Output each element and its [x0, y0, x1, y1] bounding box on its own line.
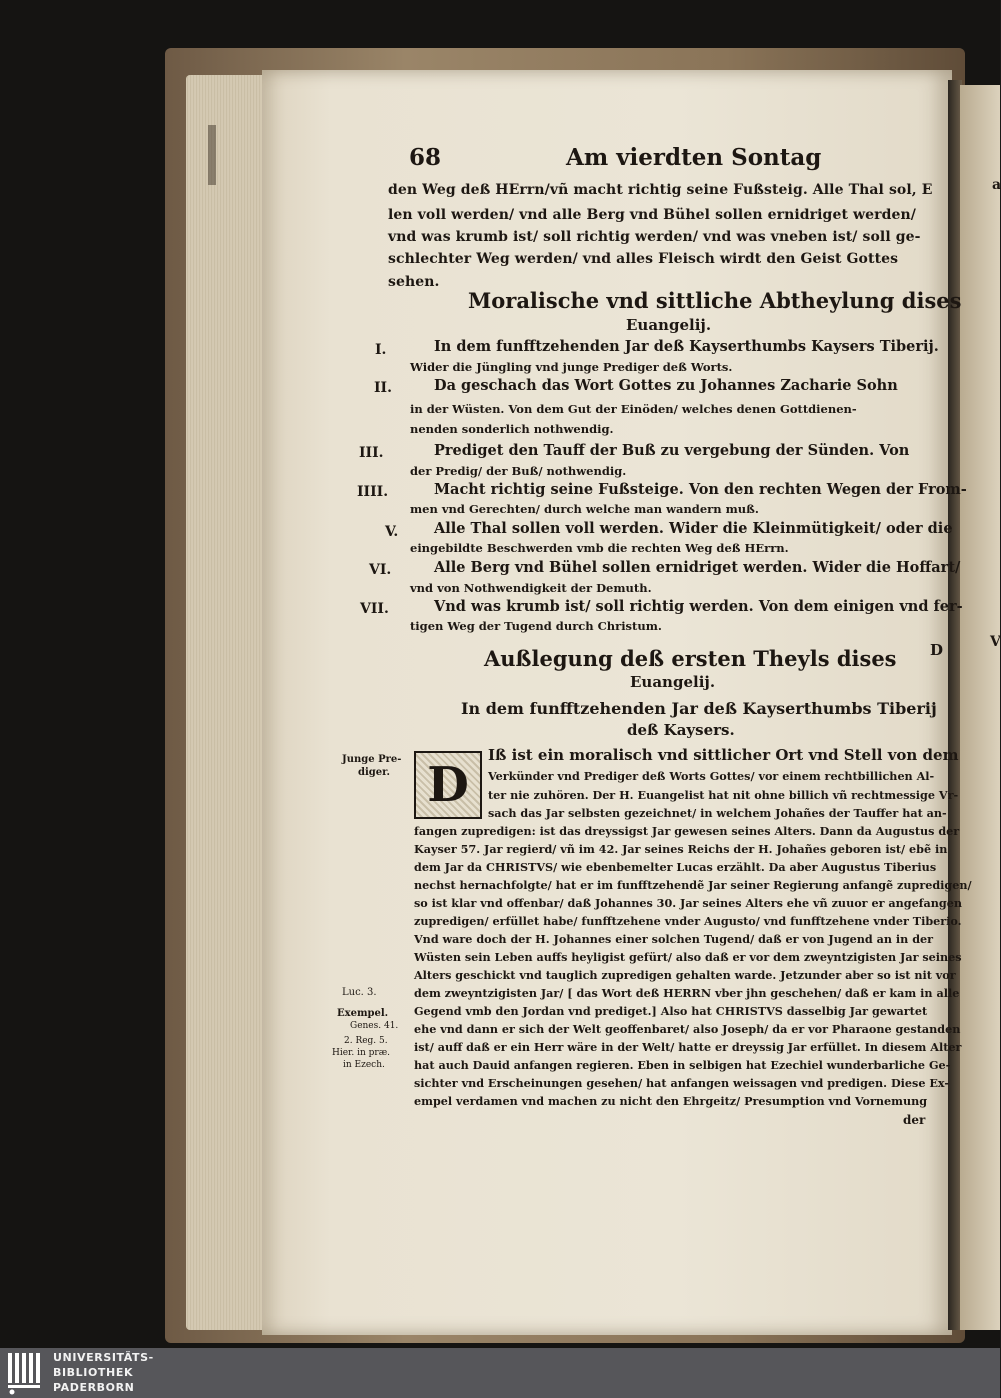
facing-page-fragment: a	[992, 177, 1001, 193]
running-head: Am vierdten Sontag	[566, 144, 822, 171]
marginal-note: Hier. in præ.	[332, 1048, 391, 1058]
marginal-note: Genes. 41.	[350, 1021, 399, 1031]
entry-text: Macht richtig seine Fußsteige. Von den rechten Wegen der From-	[434, 481, 967, 498]
marginal-note: Luc. 3.	[342, 987, 377, 998]
paragraph-line: dem zweyntzigisten Jar/ [ das Wort deß HERRN vber jhn geschehen/ daß er kam in alle	[414, 986, 960, 1000]
paragraph-line: Gegend vmb den Jordan vnd prediget.] Also hat CHRISTVS dasselbig Jar gewartet	[414, 1004, 928, 1018]
library-logo-icon	[6, 1351, 46, 1395]
entry-gloss: vnd von Nothwendigkeit der Demuth.	[410, 581, 652, 595]
decorated-initial: D	[414, 751, 482, 819]
marginal-note: in Ezech.	[343, 1060, 385, 1070]
entry-number: VII.	[360, 601, 389, 617]
marginal-note: 2. Reg. 5.	[344, 1036, 388, 1046]
paragraph-line: dem Jar da CHRISTVS/ wie ebenbemelter Lucas erzählt. Da aber Augustus Tiberius	[414, 860, 937, 874]
body-line: vnd was krumb ist/ soll richtig werden/ vnd was vneben ist/ soll ge-	[388, 229, 921, 245]
bookmark-tab	[208, 125, 216, 185]
entry-text: Alle Thal sollen voll werden. Wider die Kleinmütigkeit/ oder die	[434, 520, 953, 537]
paragraph-line: sach das Jar selbsten gezeichnet/ in welchem Johañes der Tauffer hat an-	[488, 806, 947, 820]
section-heading: Moralische vnd sittliche Abtheylung dises	[468, 288, 962, 313]
body-line: len voll werden/ vnd alle Berg vnd Bühel sollen ernidriget werden/	[388, 207, 917, 223]
body-line: sehen.	[388, 274, 440, 290]
paragraph-line: zupredigen/ erfüllet habe/ funfftzehene vnder Augusto/ vnd funfftzehene vnder Tiberio.	[414, 914, 962, 928]
footer-line: BIBLIOTHEK	[53, 1366, 134, 1379]
paragraph-line: Kayser 57. Jar regierd/ vñ im 42. Jar seines Reichs der H. Johañes geboren ist/ ebẽ in	[414, 842, 948, 856]
paragraph-line: sichter vnd Erscheinungen gesehen/ hat anfangen weissagen vnd predigen. Diese Ex-	[414, 1076, 950, 1090]
entry-number: II.	[374, 380, 392, 396]
entry-text: Prediget den Tauff der Buß zu vergebung der Sünden. Von	[434, 442, 910, 459]
entry-number: III.	[359, 445, 384, 461]
facing-page-fragment: V	[990, 634, 1001, 650]
section-heading-cont: Euangelij.	[630, 673, 716, 691]
footer-line: UNIVERSITÄTS-	[53, 1351, 154, 1364]
body-line: schlechter Weg werden/ vnd alles Fleisch wirdt den Geist Gottes	[388, 251, 899, 267]
body-line: den Weg deß HErrn/vñ macht richtig seine Fußsteig. Alle Thal sol, E	[388, 182, 933, 198]
entry-number: VI.	[369, 562, 392, 578]
paragraph-line: Alters geschickt vnd tauglich zupredigen gehalten warde. Jetzunder aber so ist nit vor	[414, 968, 956, 982]
entry-gloss: eingebildte Beschwerden vmb die rechten Weg deß HErrn.	[410, 541, 789, 555]
paragraph-line: ist/ auff daß er ein Herr wäre in der Welt/ hatte er dreyssig Jar erfüllet. In diesem Alter	[414, 1040, 962, 1054]
entry-gloss: Wider die Jüngling vnd junge Prediger deß Worts.	[410, 360, 733, 374]
paragraph-line: Verkünder vnd Prediger deß Worts Gottes/ vor einem rechtbillichen Al-	[488, 769, 935, 783]
section-heading-cont: Euangelij.	[626, 316, 712, 334]
entry-gloss: tigen Weg der Tugend durch Christum.	[410, 619, 662, 633]
entry-text: Vnd was krumb ist/ soll richtig werden. Von dem einigen vnd fer-	[434, 598, 963, 615]
section-subheading-cont: deß Kaysers.	[627, 721, 735, 739]
catchword: der	[903, 1113, 926, 1127]
library-footer	[0, 1348, 1000, 1398]
paragraph-line: so ist klar vnd offenbar/ daß Johannes 30. Jar seines Alters ehe vñ zuuor er angefangen	[414, 896, 962, 910]
section-subheading: In dem funfftzehenden Jar deß Kayserthumbs Tiberij	[461, 699, 937, 718]
marginal-note: diger.	[358, 767, 390, 778]
paragraph-line: Iß ist ein moralisch vnd sittlicher Ort vnd Stell von dem	[488, 746, 959, 764]
section-heading: Außlegung deß ersten Theyls dises	[484, 646, 897, 671]
entry-gloss: men vnd Gerechten/ durch welche man wandern muß.	[410, 502, 759, 516]
marginal-note: Exempel.	[337, 1008, 389, 1019]
footer-line: PADERBORN	[53, 1381, 135, 1394]
entry-number: IIII.	[357, 484, 389, 500]
page-edges	[186, 75, 266, 1330]
paragraph-line: Vnd ware doch der H. Johannes einer solchen Tugend/ daß er von Jugend an in der	[414, 932, 934, 946]
paragraph-line: ehe vnd dann er sich der Welt geoffenbaret/ also Joseph/ da er vor Pharaone gestanden	[414, 1022, 961, 1036]
page-number: 68	[409, 144, 442, 171]
entry-gloss: der Predig/ der Buß/ nothwendig.	[410, 464, 627, 478]
marginal-note: Junge Pre-	[342, 754, 402, 765]
entry-text: In dem funfftzehenden Jar deß Kayserthumbs Kaysers Tiberij.	[434, 338, 939, 355]
entry-number: I.	[375, 342, 387, 358]
entry-number: V.	[385, 524, 399, 540]
paragraph-line: Wüsten sein Leben auffs heyligist gefürt/ also daß er vor dem zweyntzigisten Jar seines	[414, 950, 962, 964]
facing-page-edge	[960, 85, 1000, 1330]
entry-text: Da geschach das Wort Gottes zu Johannes Zacharie Sohn	[434, 377, 898, 394]
paragraph-line: empel verdamen vnd machen zu nicht den Ehrgeitz/ Presumption vnd Vornemung	[414, 1094, 928, 1108]
paragraph-line: nechst hernachfolgte/ hat er im funfftzehendẽ Jar seiner Regierung anfangẽ zupredigen/	[414, 878, 972, 892]
entry-gloss: in der Wüsten. Von dem Gut der Einöden/ welches denen Gottdienen-	[410, 402, 857, 416]
paragraph-line: ter nie zuhören. Der H. Euangelist hat nit ohne billich vñ rechtmessige Vr-	[488, 788, 959, 802]
entry-text: Alle Berg vnd Bühel sollen ernidriget werden. Wider die Hoffart/	[434, 559, 961, 576]
catch-fragment: D	[930, 641, 944, 659]
entry-gloss: nenden sonderlich nothwendig.	[410, 422, 614, 436]
paragraph-line: hat auch Dauid anfangen regieren. Eben in selbigen hat Ezechiel wunderbarliche Ge-	[414, 1058, 951, 1072]
paragraph-line: fangen zupredigen: ist das dreyssigst Jar gewesen seines Alters. Dann da Augustus der	[414, 824, 960, 838]
